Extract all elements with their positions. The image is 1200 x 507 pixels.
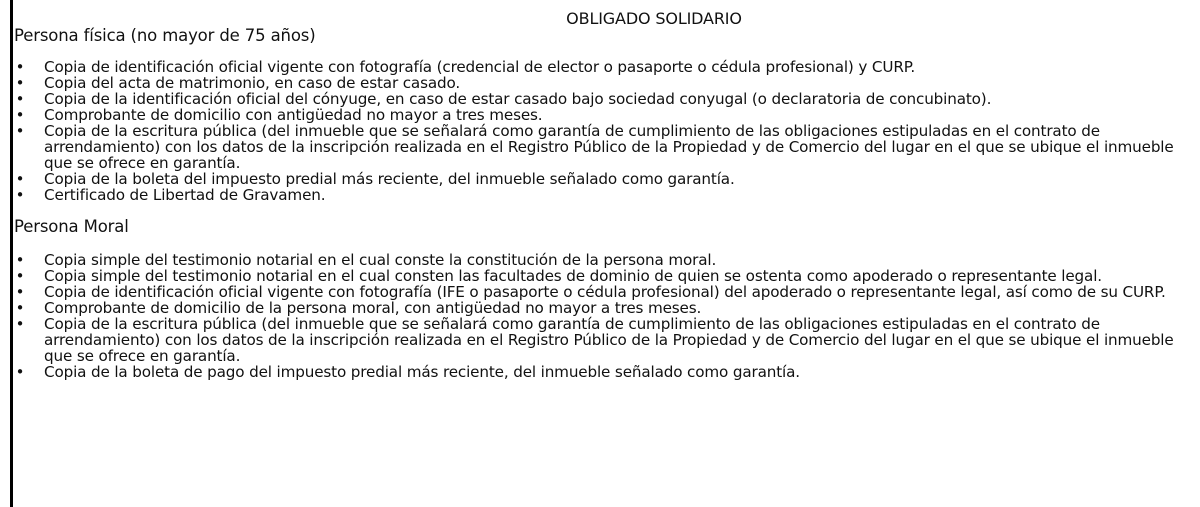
list-item bbox=[14, 107, 1194, 123]
list-item-text: Copia de la boleta de pago del impuesto predial más reciente, del inmueble señalado como garantía. bbox=[44, 363, 800, 381]
list-item-text: Copia de identificación oficial vigente con fotografía (credencial de elector o pasaporte o cédula profesional) y CURP. bbox=[44, 58, 916, 76]
bullet-icon: • bbox=[15, 170, 25, 188]
bullet-icon: • bbox=[15, 106, 25, 124]
bullet-icon: • bbox=[15, 186, 25, 204]
bullet-icon: • bbox=[15, 122, 25, 140]
list-item bbox=[14, 75, 1194, 91]
requirements-list-persona-moral bbox=[14, 252, 1194, 380]
page-left-border bbox=[10, 0, 13, 507]
list-item bbox=[14, 171, 1194, 187]
list-item-text: Copia de la identificación oficial del cónyuge, en caso de estar casado bajo sociedad conyugal (o declaratoria de concubinato). bbox=[44, 90, 992, 108]
bullet-icon: • bbox=[15, 74, 25, 92]
list-item bbox=[14, 364, 1194, 380]
list-item-text: Copia de identificación oficial vigente con fotografía (IFE o pasaporte o cédula profesional) del apoderado o representante legal, así como de su CURP. bbox=[44, 283, 1166, 301]
list-item bbox=[14, 252, 1194, 268]
list-item bbox=[14, 91, 1194, 107]
list-item-text: Copia simple del testimonio notarial en el cual conste la constitución de la persona moral. bbox=[44, 251, 717, 269]
document-title: OBLIGADO SOLIDARIO bbox=[566, 9, 742, 28]
list-item-text: Comprobante de domicilio de la persona moral, con antigüedad no mayor a tres meses. bbox=[44, 299, 702, 317]
bullet-icon: • bbox=[15, 90, 25, 108]
section-heading-persona-fisica: Persona física (no mayor de 75 años) bbox=[14, 26, 316, 45]
list-item bbox=[14, 268, 1194, 284]
list-item-text: Copia de la boleta del impuesto predial más reciente, del inmueble señalado como garantía. bbox=[44, 170, 735, 188]
list-item bbox=[14, 59, 1194, 75]
list-item-text: Comprobante de domicilio con antigüedad no mayor a tres meses. bbox=[44, 106, 543, 124]
list-item bbox=[14, 187, 1194, 203]
bullet-icon: • bbox=[15, 58, 25, 76]
section-heading-persona-moral: Persona Moral bbox=[14, 217, 129, 236]
bullet-icon: • bbox=[15, 315, 25, 333]
list-item-text: Certificado de Libertad de Gravamen. bbox=[44, 186, 326, 204]
bullet-icon: • bbox=[15, 251, 25, 269]
list-item-text: Copia de la escritura pública (del inmueble que se señalará como garantía de cumplimiento de las obligaciones estipuladas en el contrato de arrendamiento) con los datos de la inscripción realizada en el Registro Público de la Propiedad y de Comercio del lugar en el que se ubique el inmueble que se ofrece en garantía. bbox=[44, 122, 1174, 172]
list-item bbox=[14, 300, 1194, 316]
bullet-icon: • bbox=[15, 299, 25, 317]
list-item bbox=[14, 316, 1194, 364]
list-item-text: Copia del acta de matrimonio, en caso de estar casado. bbox=[44, 74, 461, 92]
list-item-text: Copia simple del testimonio notarial en el cual consten las facultades de dominio de quien se ostenta como apoderado o representante legal. bbox=[44, 267, 1102, 285]
list-item bbox=[14, 123, 1194, 171]
requirements-list-persona-fisica bbox=[14, 59, 1194, 203]
list-item-text: Copia de la escritura pública (del inmueble que se señalará como garantía de cumplimiento de las obligaciones estipuladas en el contrato de arrendamiento) con los datos de la inscripción realizada en el Registro Público de la Propiedad y de Comercio del lugar en el que se ubique el inmueble que se ofrece en garantía. bbox=[44, 315, 1174, 365]
bullet-icon: • bbox=[15, 363, 25, 381]
document-content bbox=[14, 10, 1194, 380]
list-item bbox=[14, 284, 1194, 300]
bullet-icon: • bbox=[15, 267, 25, 285]
bullet-icon: • bbox=[15, 283, 25, 301]
